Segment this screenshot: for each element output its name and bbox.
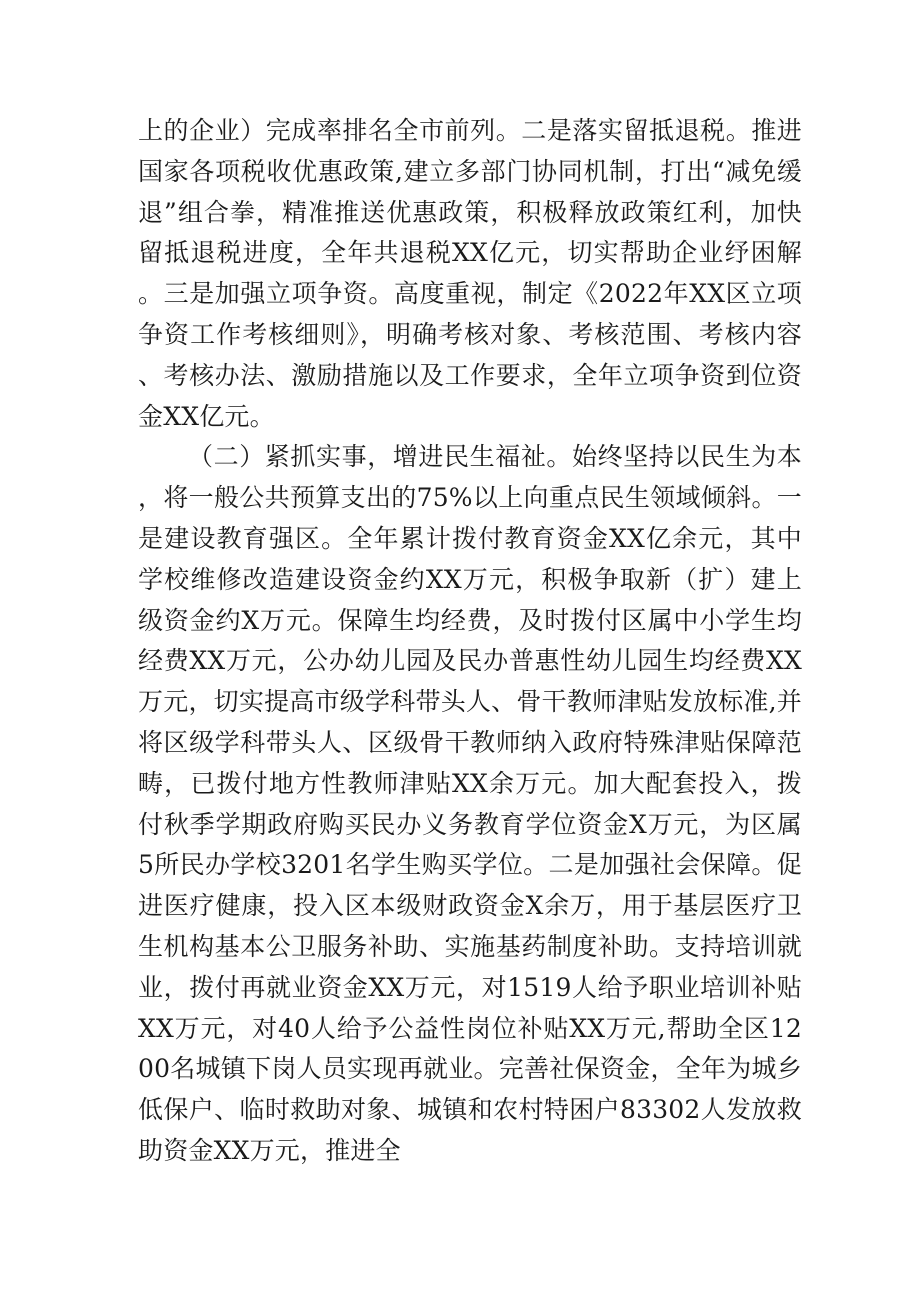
- document-body: [138, 111, 802, 1172]
- paragraph-1: 上的企业）完成率排名全市前列。二是落实留抵退税。推进国家各项税收优惠政策,建立多部门协同机制，打出“减免缓退”组合拳，精准推送优惠政策，积极释放政策红利，加快留抵退税进度，全年共退税XX亿元，切实帮助企业纾困解。三是加强立项争资。高度重视，制定《2022年XX区立项争资工作考核细则》，明确考核对象、考核范围、考核内容、考核办法、激励措施以及工作要求，全年立项争资到位资金XX亿元。: [138, 116, 802, 431]
- paragraph-2: （二）紧抓实事，增进民生福祉。始终坚持以民生为本，将一般公共预算支出的75%以上向重点民生领域倾斜。一是建设教育强区。全年累计拨付教育资金XX亿余元，其中学校维修改造建设资金约XX万元，积极争取新（扩）建上级资金约X万元。保障生均经费，及时拨付区属中小学生均经费XX万元，公办幼儿园及民办普惠性幼儿园生均经费XX万元，切实提高市级学科带头人、骨干教师津贴发放标准,并将区级学科带头人、区级骨干教师纳入政府特殊津贴保障范畴，已拨付地方性教师津贴XX余万元。加大配套投入，拨付秋季学期政府购买民办义务教育学位资金X万元，为区属5所民办学校3201名学生购买学位。二是加强社会保障。促进医疗健康，投入区本级财政资金X余万，用于基层医疗卫生机构基本公卫服务补助、实施基药制度补助。支持培训就业，拨付再就业资金XX万元，对1519人给予职业培训补贴XX万元，对40人给予公益性岗位补贴XX万元,帮助全区1200名城镇下岗人员实现再就业。完善社保资金，全年为城乡低保户、临时救助对象、城镇和农村特困户83302人发放救助资金XX万元，推进全: [138, 442, 802, 1165]
